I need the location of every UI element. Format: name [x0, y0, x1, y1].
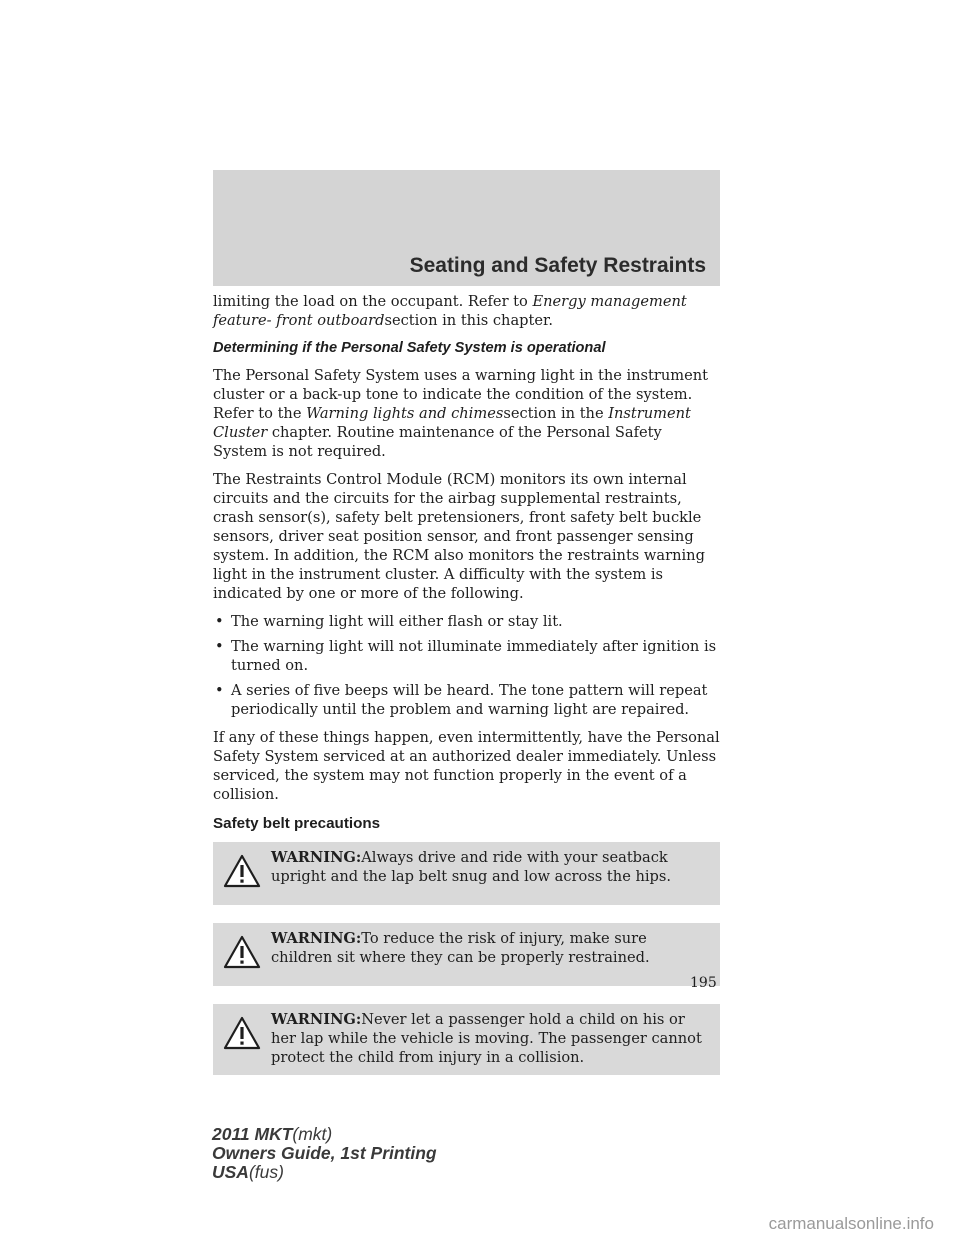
footer-line: USA(fus) — [212, 1162, 284, 1182]
warning-triangle-icon — [223, 1016, 261, 1050]
cross-reference: Instrument Cluster — [213, 405, 691, 441]
footer-line: 2011 MKT(mkt) — [212, 1124, 333, 1144]
body-paragraph: The Restraints Control Module (RCM) monitors its own internal circuits and the circuits for the airbag supplemental restraints, crash sensor(s), safety belt pretensioners, front safety belt buckle sensors, driver seat position sensor, and front passenger sensing system. In addition, the RCM also monitors the restraints warning light in the instrument cluster. A difficulty with the system is indicated by one or more of the following. — [213, 471, 705, 602]
chapter-header — [213, 170, 720, 286]
page-content — [213, 292, 720, 1093]
bullet-list — [213, 612, 720, 719]
warning-triangle-icon — [223, 935, 261, 969]
list-item: • A series of five beeps will be heard. The tone pattern will repeat periodically until the problem and warning light are repaired. — [215, 682, 708, 718]
warning-text: To reduce the risk of injury, make sure children sit where they can be properly restrained. — [271, 930, 650, 966]
bullet-icon: • — [215, 638, 224, 655]
page-number: 195 — [690, 975, 717, 991]
section-heading: Determining if the Personal Safety System is operational — [213, 340, 606, 356]
warning-label: WARNING: — [271, 849, 362, 866]
intro-paragraph: limiting the load on the occupant. Refer to Energy management feature- front outboardsection in this chapter. — [213, 293, 687, 329]
warning-triangle-icon — [223, 854, 261, 888]
cross-reference: Energy management feature- front outboard — [213, 293, 687, 329]
section-heading: Safety belt precautions — [213, 815, 381, 832]
bullet-icon: • — [215, 682, 224, 699]
warning-label: WARNING: — [271, 1011, 362, 1028]
body-paragraph: If any of these things happen, even intermittently, have the Personal Safety System serviced at an authorized dealer immediately. Unless serviced, the system may not function properly in the event of a collision. — [213, 729, 720, 803]
list-item: • The warning light will not illuminate immediately after ignition is turned on. — [215, 638, 717, 674]
warning-box — [213, 1004, 720, 1075]
warning-text: Never let a passenger hold a child on his or her lap while the vehicle is moving. The passenger cannot protect the child from injury in a collision. — [271, 1011, 702, 1066]
warning-text: Always drive and ride with your seatback upright and the lap belt snug and low across the hips. — [271, 849, 672, 885]
warning-box — [213, 842, 720, 905]
list-item: • The warning light will either flash or stay lit. — [215, 613, 563, 630]
print-footer — [212, 1125, 437, 1182]
chapter-title: Seating and Safety Restraints — [409, 254, 706, 277]
cross-reference: Warning lights and chimes — [306, 405, 504, 422]
site-watermark: carmanualsonline.info — [768, 1214, 934, 1233]
footer-line: Owners Guide, 1st Printing — [212, 1143, 437, 1163]
warning-label: WARNING: — [271, 930, 362, 947]
warning-box — [213, 923, 720, 986]
bullet-icon: • — [215, 613, 224, 630]
body-paragraph: The Personal Safety System uses a warning light in the instrument cluster or a back-up tone to indicate the condition of the system. Refer to the Warning lights and chimessection in the Instrument Cluster chapter. Routine maintenance of the Personal Safety System is not required. — [213, 367, 709, 460]
